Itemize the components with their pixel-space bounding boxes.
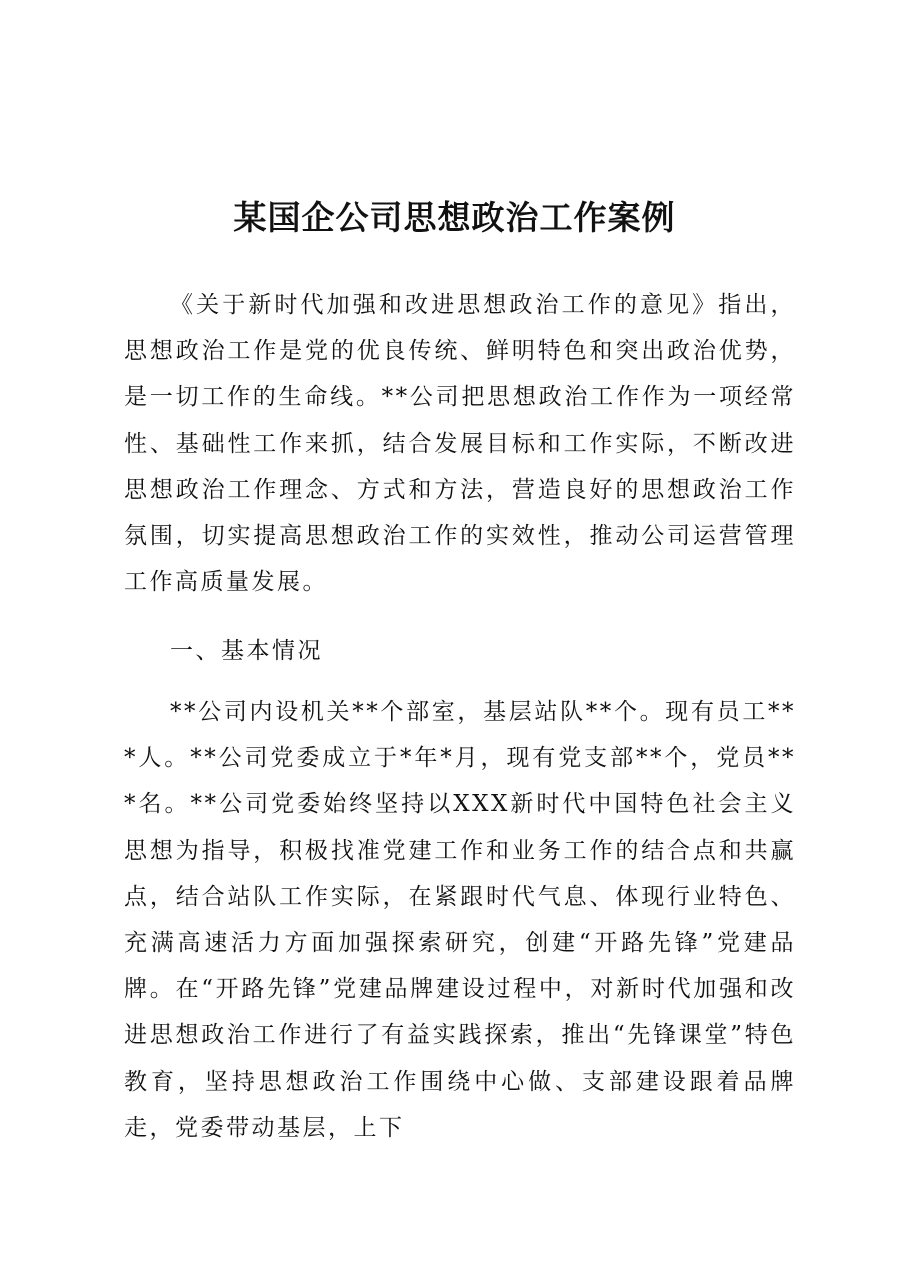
basic-info-paragraph: **公司内设机关**个部室，基层站队**个。现有员工***人。**公司党委成立于*年*月，现有党支部**个，党员***名。**公司党委始终坚持以XXX新时代中国特色社会主义思想为指导，积极找准党建工作和业务工作的结合点和共赢点，结合站队工作实际，在紧跟时代气息、体现行业特色、充满高速活力方面加强探索研究，创建“开路先锋”党建品牌。在“开路先锋”党建品牌建设过程中，对新时代加强和改进思想政治工作进行了有益实践探索，推出“先锋课堂”特色教育，坚持思想政治工作围绕中心做、支部建设跟着品牌走，党委带动基层，上下 bbox=[124, 699, 796, 1141]
intro-paragraph: 《关于新时代加强和改进思想政治工作的意见》指出，思想政治工作是党的优良传统、鲜明特色和突出政治优势，是一切工作的生命线。**公司把思想政治工作作为一项经常性、基础性工作来抓，结合发展目标和工作实际，不断改进思想政治工作理念、方式和方法，营造良好的思想政治工作氛围，切实提高思想政治工作的实效性，推动公司运营管理工作高质量发展。 bbox=[124, 292, 796, 596]
document-title: 某国企公司思想政治工作案例 bbox=[233, 198, 676, 237]
section-heading: 一、基本情况 bbox=[170, 638, 323, 664]
